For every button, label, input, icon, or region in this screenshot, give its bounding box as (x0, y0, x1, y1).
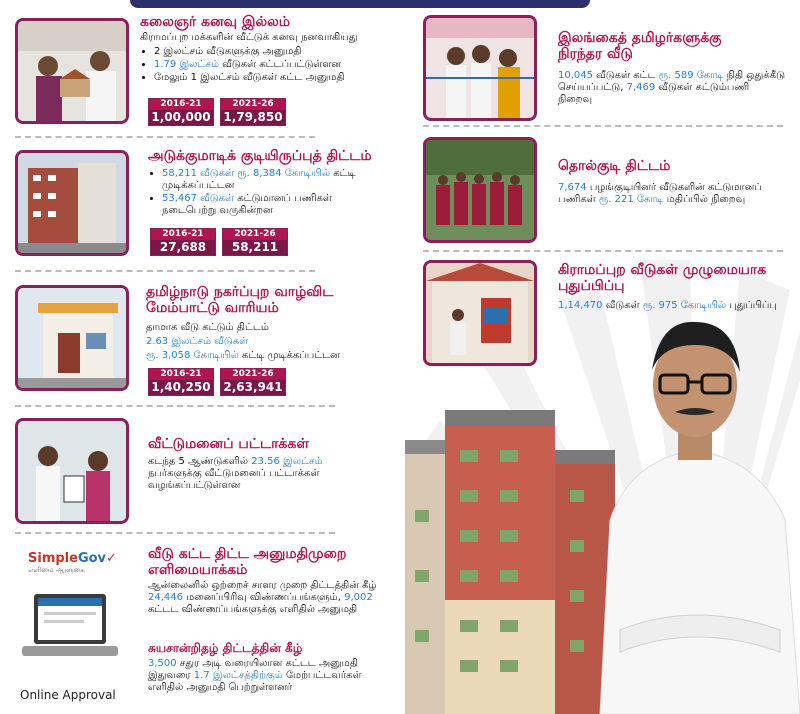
divider (423, 125, 783, 127)
divider (15, 136, 315, 138)
photo-rural-renovation (423, 260, 537, 366)
self-certification-body: 3,500 சதுர அடி வரையிலான கட்டட அனுமதி இதுவரை 1.7 இலட்சத்திற்கும் மேற்பட்டவர்கள் எளிதில் அனுமதி பெற்றுள்ளனர் (148, 658, 362, 693)
laptop-illustration (20, 590, 120, 668)
stats-dream-house (148, 98, 286, 126)
section-body-srilankan-tamils: 10,045 வீடுகள் கட்ட ரூ. 589 கோடி நிதி ஒதுக்கீடு செய்யப்பட்டு, 7,469 வீடுகள் கட்டும்பணி நிறைவு (558, 70, 786, 105)
stats-urban-housing (148, 368, 286, 396)
section-title-rural-renovation: கிராமப்புற வீடுகள் முழுமையாக புதுப்பிப்பு (558, 262, 767, 294)
section-title-dream-house: கலைஞர் கனவு இல்லம் (140, 14, 290, 30)
stat-box: 2016-21 27,688 (150, 228, 216, 256)
simplegov-logo: SimpleGov✓ எளிமை ஆளுகை (28, 551, 117, 574)
top-banner-bar (130, 0, 590, 8)
list-item: • 58,211 வீடுகள் ரூ. 8,384 கோடியில் கட்டி முடிக்கப்பட்டன (162, 168, 388, 192)
self-certification-subtitle: சுயசான்றிதழ் திட்டத்தின் கீழ் (148, 641, 303, 655)
urban-line-2: 2.63 இலட்சம் வீடுகள் (146, 336, 249, 347)
section-body-apartments (148, 166, 388, 218)
photo-apartments (15, 150, 129, 256)
section-title-srilankan-tamils: இலங்கைத் தமிழர்களுக்கு நிரந்தர வீடு (558, 30, 722, 62)
list-item: • 53,467 வீடுகள் கட்டுமானப் பணிகள் நடைபெற்று வருகின்றன (162, 193, 388, 217)
section-body-building-permit: ஆன்லைனில் ஒற்றைச் சாளர முறை திட்டத்தின் கீழ் 24,446 மனைப்பிரிவு விண்ணப்பங்களும், 9,002 கட்டட விண்ணப்பங்களுக்கு எளிதில் அனுமதி (148, 580, 377, 615)
stat-box: 2016-21 1,00,000 (148, 98, 214, 126)
urban-line-3: ரூ. 3,058 கோடியில் கட்டி முடிக்கப்பட்டன (146, 350, 340, 361)
stats-apartments (150, 228, 288, 256)
section-title-building-permit: வீடு கட்ட திட்ட அனுமதிமுறை எளிமையாக்கம் (148, 546, 347, 578)
photo-srilankan-houses (423, 15, 537, 121)
section-body-tribal-scheme: 7,674 பழங்குடியினர் வீடுகளின் கட்டுமானப் பணிகள் ரூ. 221 கோடி மதிப்பில் நிறைவு (558, 182, 762, 205)
section-body-urban-housing (146, 322, 386, 362)
section-title-house-pattas: வீட்டுமனைப் பட்டாக்கள் (148, 436, 309, 452)
urban-line-1: தாமாக வீடு கட்டும் திட்டம் (146, 322, 269, 333)
dream-house-intro: கிராமப்புற மக்களின் வீட்டுக் கனவு நனவாகியது (140, 32, 358, 43)
section-body-rural-renovation: 1,14,470 வீடுகள் ரூ. 975 கோடியில் புதுப்பிப்பு (558, 300, 777, 311)
stat-box: 2021-26 58,211 (222, 228, 288, 256)
photo-house-pattas (15, 418, 129, 524)
divider (15, 405, 335, 407)
list-item: • 2 இலட்சம் வீடுகளுக்கு அனுமதி (154, 46, 380, 58)
photo-dream-house (15, 18, 129, 124)
section-body-house-pattas: கடந்த 5 ஆண்டுகளில் 23.56 இலட்சம் நபர்களுக்கு வீட்டுமனைப் பட்டாக்கள் வழங்கப்பட்டுள்ளன (148, 456, 323, 491)
section-title-apartments: அடுக்குமாடிக் குடியிருப்புத் திட்டம் (148, 148, 372, 164)
stat-box: 2016-21 1,40,250 (148, 368, 214, 396)
stat-box: 2021-26 1,79,850 (220, 98, 286, 126)
divider (423, 250, 783, 252)
divider (15, 270, 315, 272)
section-title-tribal-scheme: தொல்குடி திட்டம் (558, 158, 671, 174)
stat-box: 2021-26 2,63,941 (220, 368, 286, 396)
photo-urban-housing (15, 285, 129, 391)
list-item: • மேலும் 1 இலட்சம் வீடுகள் கட்ட அனுமதி (154, 72, 380, 84)
divider (15, 532, 335, 534)
section-body-dream-house (140, 32, 380, 85)
section-title-urban-housing: தமிழ்நாடு நகர்ப்புற வாழ்விட மேம்பாட்டு வாரியம் (146, 284, 334, 316)
list-item: • 1.79 இலட்சம் வீடுகள் கட்டப்பட்டுள்ளன (154, 59, 380, 71)
photo-tribal-scheme (423, 137, 537, 243)
online-approval-caption: Online Approval (20, 688, 116, 702)
portrait-illustration (590, 300, 800, 714)
